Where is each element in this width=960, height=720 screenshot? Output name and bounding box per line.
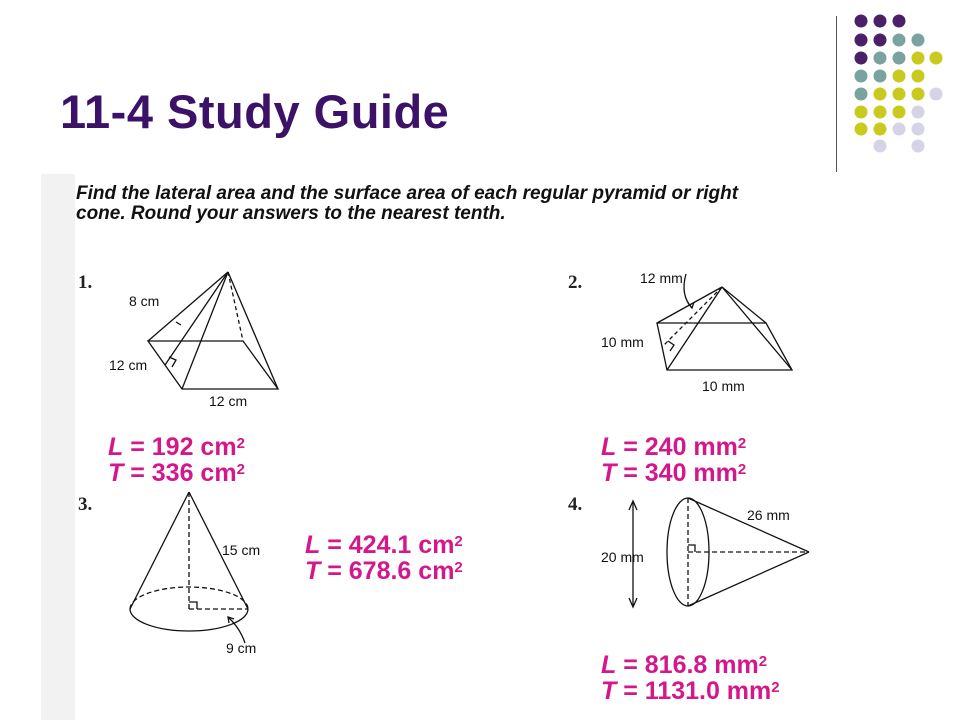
label-slant-height-2: 12 mm (640, 270, 683, 286)
label-diameter-4: 20 mm (601, 549, 644, 565)
answer-block-2 (601, 434, 746, 486)
answer-block-1 (108, 434, 245, 486)
label-base-side-2a: 10 mm (601, 334, 644, 350)
total-area-answer-4: T = 1131.0 $mm^2$ (601, 677, 780, 705)
label-height-3: 15 cm (222, 542, 261, 558)
total-area-answer-1: T = 336 $cm^2$ (108, 459, 245, 487)
label-base-side-1b: 12 cm (209, 393, 248, 409)
problem-number-4: 4. (568, 494, 583, 515)
problem-number-3: 3. (78, 494, 93, 515)
problem-number-2: 2. (568, 272, 583, 293)
answer-block-3 (305, 532, 463, 584)
instructions-text: Find the lateral area and the surface area of each regular pyramid or right cone. Round your answers to the nearest tenth. (76, 183, 739, 224)
label-slant-height-4: 26 mm (747, 507, 790, 523)
problem-number-1: 1. (78, 272, 93, 293)
cone-figure-3 (130, 492, 248, 643)
label-slant-height-1: 8 cm (129, 293, 160, 309)
lateral-area-answer-2: L = 240 $mm^2$ (601, 433, 747, 461)
slide-title: 11-4 Study Guide (60, 85, 450, 138)
pyramid-figure-2 (657, 274, 792, 370)
label-radius-3: 9 cm (226, 640, 257, 656)
lateral-area-answer-1: L = 192 $cm^2$ (108, 433, 245, 461)
label-base-side-2b: 10 mm (702, 378, 745, 394)
answer-block-4 (601, 652, 780, 704)
label-base-side-1a: 12 cm (109, 357, 148, 373)
total-area-answer-3: T = 678.6 $cm^2$ (305, 557, 463, 585)
lateral-area-answer-3: L = 424.1 $cm^2$ (305, 531, 463, 559)
lateral-area-answer-4: L = 816.8 $mm^2$ (601, 651, 768, 679)
pyramid-figure-1 (148, 272, 278, 389)
total-area-answer-2: T = 340 $mm^2$ (601, 459, 747, 487)
